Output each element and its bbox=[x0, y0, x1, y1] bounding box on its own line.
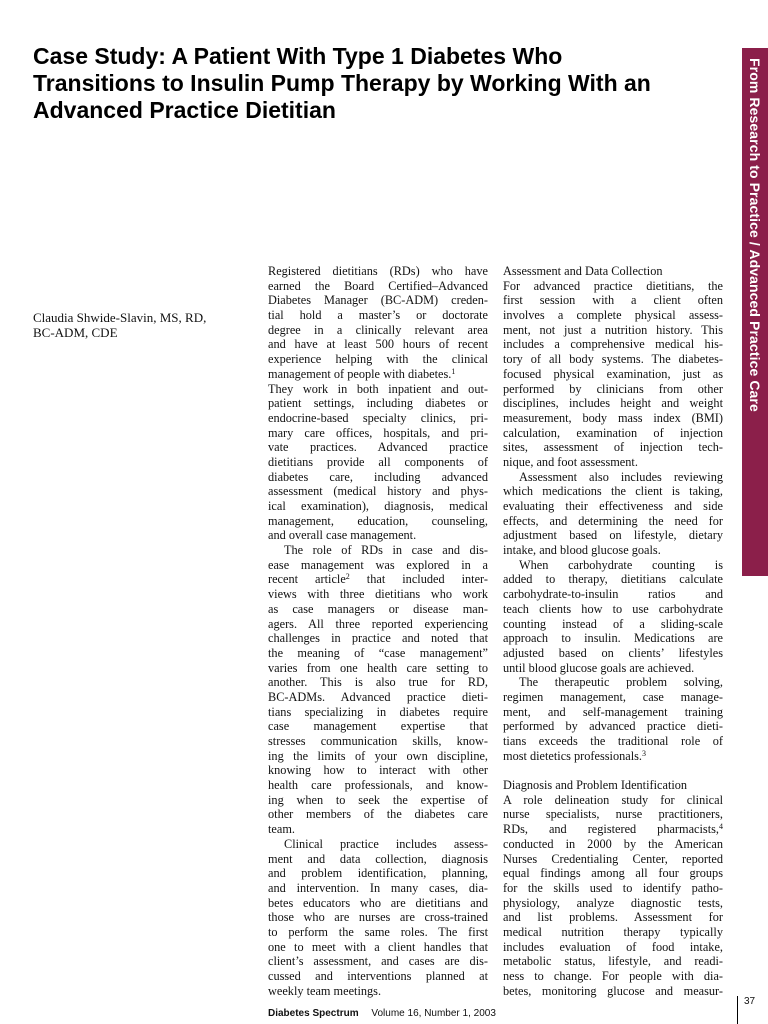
text-line: earned the Board Certified–Advanced bbox=[268, 278, 488, 293]
text-line: degree in a clinically relevant area bbox=[268, 322, 488, 337]
text-line: ment and data collection, diagnosis bbox=[268, 851, 488, 866]
text-line: approach to insulin. Medications are bbox=[503, 631, 723, 646]
article-title bbox=[33, 43, 723, 124]
text-line: Diabetes Manager (BC-ADM) creden- bbox=[268, 293, 488, 308]
body-column-right bbox=[503, 264, 723, 998]
text-line: and list problems. Assessment for bbox=[503, 910, 723, 925]
text-line: added to therapy, dietitians calculate bbox=[503, 572, 723, 587]
section-heading: Diagnosis and Problem Identification bbox=[503, 778, 688, 793]
reference-marker: 1 bbox=[451, 366, 456, 376]
text-line: calculation, examination of injection bbox=[503, 425, 723, 440]
text-line: teach clients how to use carbohydrate bbox=[503, 601, 723, 616]
title-line: Transitions to Insulin Pump Therapy by Working With an bbox=[33, 70, 651, 96]
text-line: Nurses Credentialing Center, reported bbox=[503, 851, 723, 866]
text-line: tians exceeds the traditional role of bbox=[503, 734, 723, 748]
text-line: medical nutrition therapy typically bbox=[503, 924, 723, 939]
text-line: team. bbox=[268, 822, 295, 837]
text-line: those who are nurses are cross-trained bbox=[268, 910, 488, 925]
text-line: The therapeutic problem solving, bbox=[519, 675, 723, 690]
text-line: focused physical examination, just as bbox=[503, 366, 723, 381]
text-line-part: most dietetics professionals. bbox=[503, 748, 643, 763]
text-line: ing the limits of your own discipline, bbox=[268, 748, 488, 763]
text-line: involves a complete physical assess- bbox=[503, 308, 723, 323]
text-line-part: recent article bbox=[268, 572, 346, 587]
text-line bbox=[268, 572, 488, 587]
paragraph-gap bbox=[503, 763, 723, 778]
text-line: knowing how to interact with other bbox=[268, 763, 488, 778]
text-line: patient settings, including diabetes or bbox=[268, 396, 488, 411]
text-line: ease management was explored in a bbox=[268, 557, 488, 572]
text-line: another. This is also true for RD, bbox=[268, 675, 488, 690]
text-line: measurement, body mass index (BMI) bbox=[503, 410, 723, 425]
reference-marker: 2 bbox=[345, 572, 350, 582]
text-line: regimen management, case manage- bbox=[503, 689, 723, 704]
page-footer bbox=[268, 1008, 496, 1019]
text-line: cussed and interventions planned at bbox=[268, 969, 488, 983]
text-line: Registered dietitians (RDs) who have bbox=[268, 264, 488, 278]
text-line: the meaning of “case management” bbox=[268, 645, 488, 660]
text-line: intake, and blood glucose goals. bbox=[503, 543, 661, 558]
text-line: ment, not just a nutrition history. This bbox=[503, 322, 723, 337]
text-line-part: management of people with diabetes. bbox=[268, 366, 452, 381]
text-line: carbohydrate-to-insulin ratios and bbox=[503, 587, 723, 602]
text-line: equal findings among all four groups bbox=[503, 866, 723, 881]
text-line: counting instead of a sliding-scale bbox=[503, 616, 723, 631]
text-line bbox=[503, 822, 723, 837]
author-line: Claudia Shwide-Slavin, MS, RD, bbox=[33, 310, 207, 325]
text-line: ing when to seek the expertise of bbox=[268, 792, 488, 807]
text-line: tial hold a master’s or doctorate bbox=[268, 308, 488, 323]
text-line: stresses communication skills, know- bbox=[268, 734, 488, 748]
text-line: as case managers or disease man- bbox=[268, 601, 488, 616]
text-line: Clinical practice includes assess- bbox=[284, 836, 488, 851]
text-line: betes educators who are dietitians and bbox=[268, 895, 488, 910]
author-line: BC-ADM, CDE bbox=[33, 325, 118, 340]
text-line: ical examination), diagnosis, medical bbox=[268, 499, 488, 513]
text-line: assessment (medical history and phys- bbox=[268, 484, 488, 499]
text-line: and have at least 500 hours of recent bbox=[268, 337, 488, 352]
title-line: Case Study: A Patient With Type 1 Diabetes Who bbox=[33, 43, 563, 69]
text-line: conducted in 2000 by the American bbox=[503, 836, 723, 851]
text-line: weekly team meetings. bbox=[268, 983, 382, 998]
text-line: Assessment also includes reviewing bbox=[519, 469, 723, 484]
text-line bbox=[503, 749, 723, 764]
text-line: A role delineation study for clinical bbox=[503, 792, 723, 807]
text-line: nurse specialists, nurse practitioners, bbox=[503, 807, 723, 822]
text-line: other members of the diabetes care bbox=[268, 807, 488, 822]
text-line: tians specializing in diabetes require bbox=[268, 704, 488, 719]
text-line: management, education, counseling, bbox=[268, 513, 488, 528]
text-line: and overall case management. bbox=[268, 528, 417, 543]
text-line: and intervention. In many cases, dia- bbox=[268, 880, 488, 895]
text-line: varies from one health care setting to bbox=[268, 660, 488, 675]
text-line: The role of RDs in case and dis- bbox=[284, 543, 488, 558]
issue-info: Volume 16, Number 1, 2003 bbox=[371, 1008, 496, 1019]
text-line: tory of all body systems. The diabetes- bbox=[503, 352, 723, 367]
text-line: agers. All three reported experiencing bbox=[268, 616, 488, 631]
text-line: which medications the client is taking, bbox=[503, 484, 723, 499]
page-number-rule bbox=[737, 996, 738, 1024]
text-line: challenges in practice and noted that bbox=[268, 631, 488, 646]
text-line: includes a comprehensive medical his- bbox=[503, 337, 723, 352]
text-line: effects, and determining the need for bbox=[503, 513, 723, 528]
text-line-part: RDs, and registered pharmacists, bbox=[503, 822, 719, 837]
text-line: sites, assessment of injection tech- bbox=[503, 440, 723, 455]
title-line: Advanced Practice Dietitian bbox=[33, 97, 336, 123]
text-line: vate practices. Advanced practice bbox=[268, 440, 488, 455]
text-line-part: that included inter- bbox=[349, 572, 489, 587]
text-line: client’s assessment, and cases are dis- bbox=[268, 954, 488, 969]
text-line: performed by advanced practice dieti- bbox=[503, 719, 723, 734]
text-line: adjustment based on lifestyle, dietary bbox=[503, 528, 723, 543]
text-line: betes, monitoring glucose and measur- bbox=[503, 983, 723, 998]
text-line: to perform the same roles. The first bbox=[268, 924, 488, 939]
text-line bbox=[268, 367, 488, 382]
reference-marker: 3 bbox=[642, 748, 647, 758]
text-line: ness to change. For people with dia- bbox=[503, 969, 723, 983]
text-line: diabetes care, including advanced bbox=[268, 469, 488, 484]
text-line: BC-ADMs. Advanced practice dieti- bbox=[268, 689, 488, 704]
text-line: evaluating their effectiveness and side bbox=[503, 499, 723, 513]
text-line: disciplines, includes height and weight bbox=[503, 396, 723, 411]
reference-marker: 4 bbox=[719, 822, 723, 832]
page-number: 37 bbox=[744, 996, 756, 1007]
text-line: physiology, analyze diagnostic tests, bbox=[503, 895, 723, 910]
section-sidebar bbox=[742, 48, 768, 576]
text-line: until blood glucose goals are achieved. bbox=[503, 660, 695, 675]
text-line: dietitians provide all components of bbox=[268, 454, 488, 469]
text-line: ment, and self-management training bbox=[503, 704, 723, 719]
text-line: performed by clinicians from other bbox=[503, 381, 723, 396]
text-line: experience helping with the clinical bbox=[268, 352, 488, 367]
journal-name: Diabetes Spectrum bbox=[268, 1008, 359, 1019]
text-line: They work in both inpatient and out- bbox=[268, 381, 488, 396]
text-line: case management expertise that bbox=[268, 719, 488, 734]
text-line: mary care offices, hospitals, and pri- bbox=[268, 425, 488, 440]
text-line: first session with a client often bbox=[503, 293, 723, 308]
text-line: nique, and foot assessment. bbox=[503, 454, 638, 469]
body-column-left bbox=[268, 264, 488, 998]
text-line: for the skills used to identify patho- bbox=[503, 880, 723, 895]
text-line: adjusted based on clients’ lifestyles bbox=[503, 645, 723, 660]
section-label: From Research to Practice / Advanced Practice Care bbox=[747, 58, 763, 412]
section-heading: Assessment and Data Collection bbox=[503, 264, 663, 278]
text-line: and problem identification, planning, bbox=[268, 866, 488, 881]
text-line: When carbohydrate counting is bbox=[519, 557, 723, 572]
text-line: views with three dietitians who work bbox=[268, 587, 488, 602]
text-line: includes evaluation of food intake, bbox=[503, 939, 723, 954]
text-line: health care professionals, and know- bbox=[268, 778, 488, 793]
author-byline bbox=[33, 310, 248, 340]
text-line: For advanced practice dietitians, the bbox=[503, 278, 723, 293]
text-line: metabolic status, lifestyle, and readi- bbox=[503, 954, 723, 969]
text-line: endocrine-based specialty clinics, pri- bbox=[268, 410, 488, 425]
text-line: one to meet with a client handles that bbox=[268, 939, 488, 954]
